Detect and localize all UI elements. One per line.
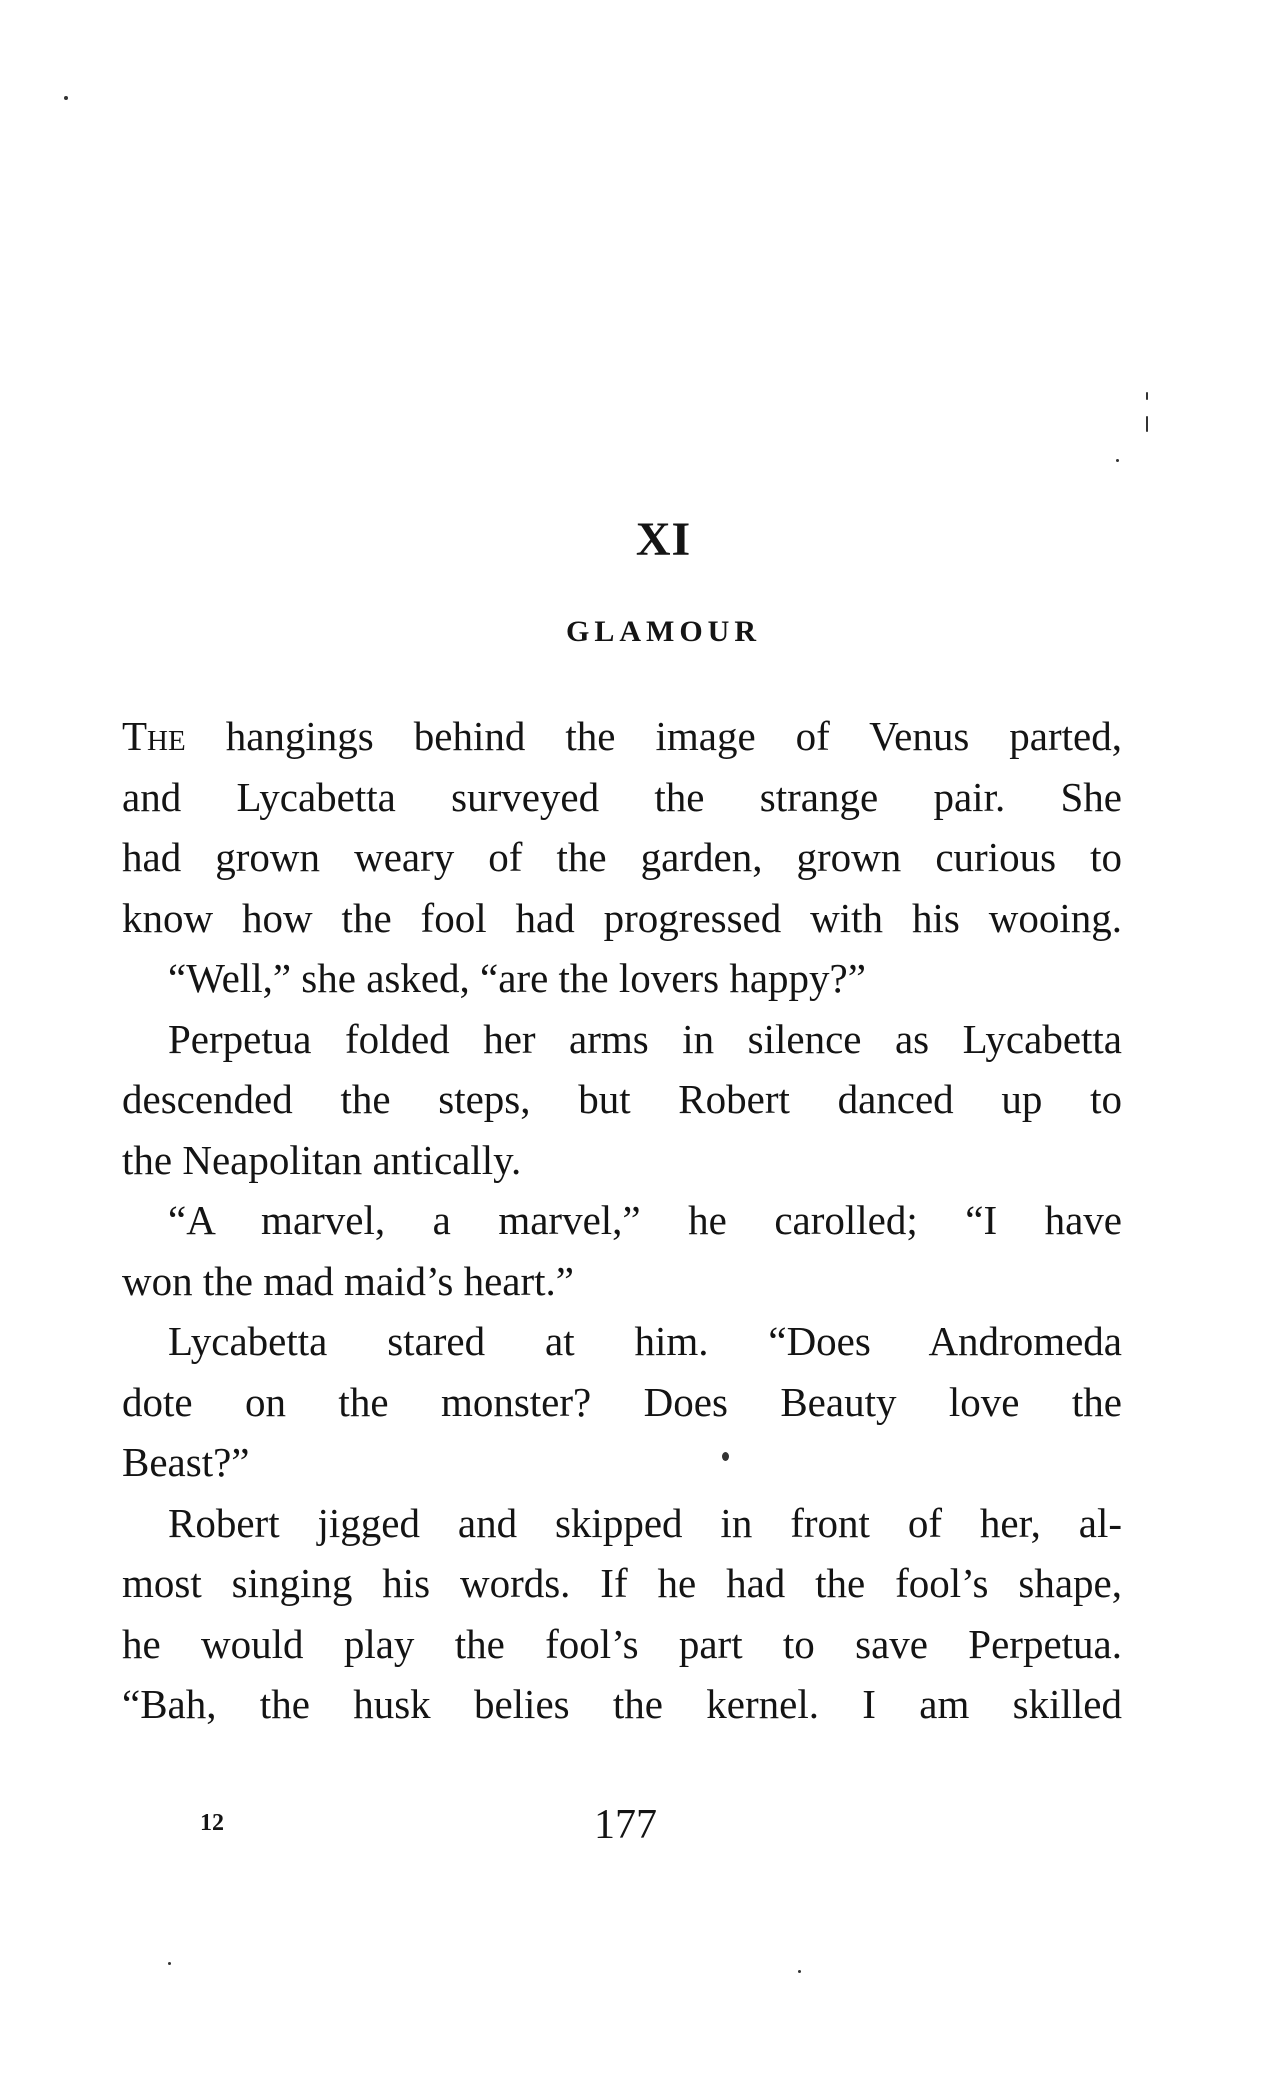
text-line: The hangings behind the image of Venus parted, bbox=[122, 713, 1122, 759]
print-speck bbox=[1146, 416, 1148, 432]
signature-mark: 12 bbox=[200, 1810, 224, 1836]
text-line: Beast?” bbox=[122, 1439, 250, 1485]
text-line: Robert jigged and skipped in front of her, al- bbox=[168, 1499, 1122, 1546]
text-line: “A marvel, a marvel,” he carolled; “I have bbox=[168, 1197, 1122, 1243]
text-line: Lycabetta stared at him. “Does Andromeda bbox=[168, 1318, 1122, 1364]
print-speck bbox=[1146, 392, 1148, 400]
text-line: dote on the monster? Does Beauty love the bbox=[122, 1378, 1122, 1425]
chapter-title: GLAMOUR bbox=[566, 615, 761, 648]
print-speck bbox=[168, 1962, 171, 1965]
text-line: “Well,” she asked, “are the lovers happy?” bbox=[168, 955, 866, 1001]
drop-lead-word: The bbox=[122, 713, 186, 759]
page-footer bbox=[0, 1802, 1267, 1858]
text-line: and Lycabetta surveyed the strange pair. She bbox=[122, 773, 1122, 820]
chapter-number: XI bbox=[635, 513, 692, 566]
page-number: 177 bbox=[594, 1802, 657, 1848]
text-line: most singing his words. If he had the fool’s shape, bbox=[122, 1560, 1122, 1606]
text-line: Perpetua folded her arms in silence as Lycabetta bbox=[168, 1015, 1122, 1062]
text-line: he would play the fool’s part to save Perpetua. bbox=[122, 1620, 1122, 1667]
text-line: the Neapolitan antically. bbox=[122, 1136, 522, 1183]
print-speck bbox=[1116, 459, 1119, 462]
body-text bbox=[122, 706, 1122, 1735]
print-speck bbox=[64, 96, 68, 100]
text-line: “Bah, the husk belies the kernel. I am skilled bbox=[122, 1681, 1122, 1727]
text-line: won the mad maid’s heart.” bbox=[122, 1257, 575, 1304]
print-speck bbox=[798, 1970, 801, 1973]
text-line: had grown weary of the garden, grown curious to bbox=[122, 834, 1122, 880]
text-line: descended the steps, but Robert danced up to bbox=[122, 1076, 1122, 1122]
text-line: know how the fool had progressed with his wooing. bbox=[122, 894, 1122, 941]
